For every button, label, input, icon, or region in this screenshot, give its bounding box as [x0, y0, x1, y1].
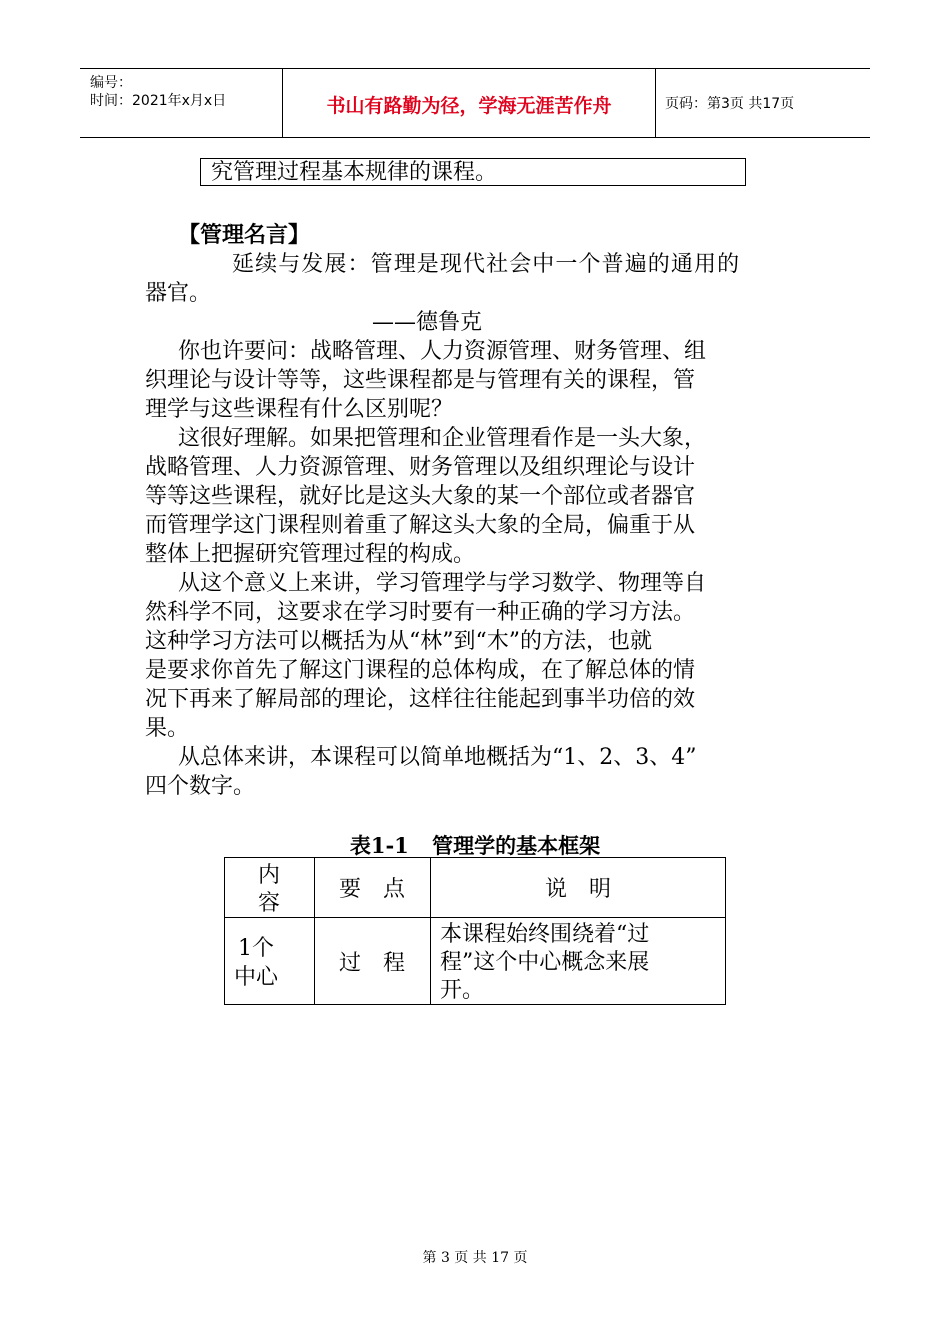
table-caption — [0, 830, 950, 860]
table-caption-title: 管理学的基本框架 — [432, 833, 601, 858]
quote-heading: 【管理名言】 — [178, 223, 311, 248]
paragraph-line: 四个数字。 — [145, 774, 256, 799]
header-keypoint: 要 点 — [338, 877, 405, 902]
page-header — [80, 68, 870, 138]
quote-line-2: 器官。 — [145, 281, 212, 306]
paragraph-line: 况下再来了解局部的理论，这样往往能起到事半功倍的效 — [145, 687, 696, 712]
row1-col3-line1: 本课程始终围绕着“过 — [440, 922, 650, 947]
paragraph-line: 而管理学这门课程则着重了解这头大象的全局，偏重于从 — [145, 513, 696, 538]
row1-col2: 过 程 — [338, 951, 405, 976]
time-label: 时间：2021年x月x日 — [90, 93, 227, 109]
header-page-cell — [655, 69, 870, 137]
page-label: 页码：第3页 共17页 — [665, 96, 795, 112]
paragraph-line: 然科学不同，这要求在学习时要有一种正确的学习方法。 — [145, 600, 696, 625]
paragraph-line: 是要求你首先了解这门课程的总体构成，在了解总体的情 — [145, 658, 696, 683]
paragraph-line: 战略管理、人力资源管理、财务管理以及组织理论与设计 — [145, 455, 696, 480]
header-description: 说 明 — [544, 877, 611, 902]
page-footer: 第 3 页 共 17 页 — [422, 1250, 528, 1266]
paragraph-line: 这很好理解。如果把管理和企业管理看作是一头大象， — [178, 426, 707, 451]
paragraph-line: 这种学习方法可以概括为从“林”到“木”的方法，也就 — [145, 629, 652, 654]
row1-col1-line1: 1个 — [238, 936, 274, 961]
table-caption-number: 表1-1 — [349, 833, 409, 858]
header-content-1: 内 — [258, 863, 281, 888]
table-divider — [224, 917, 726, 918]
paragraph-line: 整体上把握研究管理过程的构成。 — [145, 542, 476, 567]
quote-author: ——德鲁克 — [372, 310, 483, 335]
paragraph-line: 果。 — [145, 716, 190, 741]
header-motto-cell — [282, 69, 656, 137]
framework-table — [224, 857, 726, 1005]
number-label: 编号： — [90, 75, 132, 91]
quote-line-1: 延续与发展：管理是现代社会中一个普遍的通用的 — [232, 252, 741, 277]
paragraph-line: 等等这些课程，就好比是这头大象的某一个部位或者器官 — [145, 484, 696, 509]
paragraph-line: 理学与这些课程有什么区别呢？ — [145, 397, 454, 422]
paragraph-line: 从这个意义上来讲，学习管理学与学习数学、物理等自 — [178, 571, 707, 596]
row1-col1-line2: 中心 — [234, 965, 279, 990]
paragraph-line: 织理论与设计等等，这些课程都是与管理有关的课程，管 — [145, 368, 696, 393]
row1-col3-line2: 程”这个中心概念来展 — [440, 950, 650, 975]
motto: 书山有路勤为径，学海无涯苦作舟 — [326, 95, 612, 117]
header-content-2: 容 — [258, 891, 281, 916]
row1-col3-line3: 开。 — [440, 978, 485, 1003]
boxed-line: 究管理过程基本规律的课程。 — [200, 158, 746, 186]
paragraph-line: 从总体来讲，本课程可以简单地概括为“1、2、3、4” — [178, 745, 697, 770]
header-meta — [80, 69, 282, 137]
paragraph-line: 你也许要问：战略管理、人力资源管理、财务管理、组 — [178, 339, 707, 364]
